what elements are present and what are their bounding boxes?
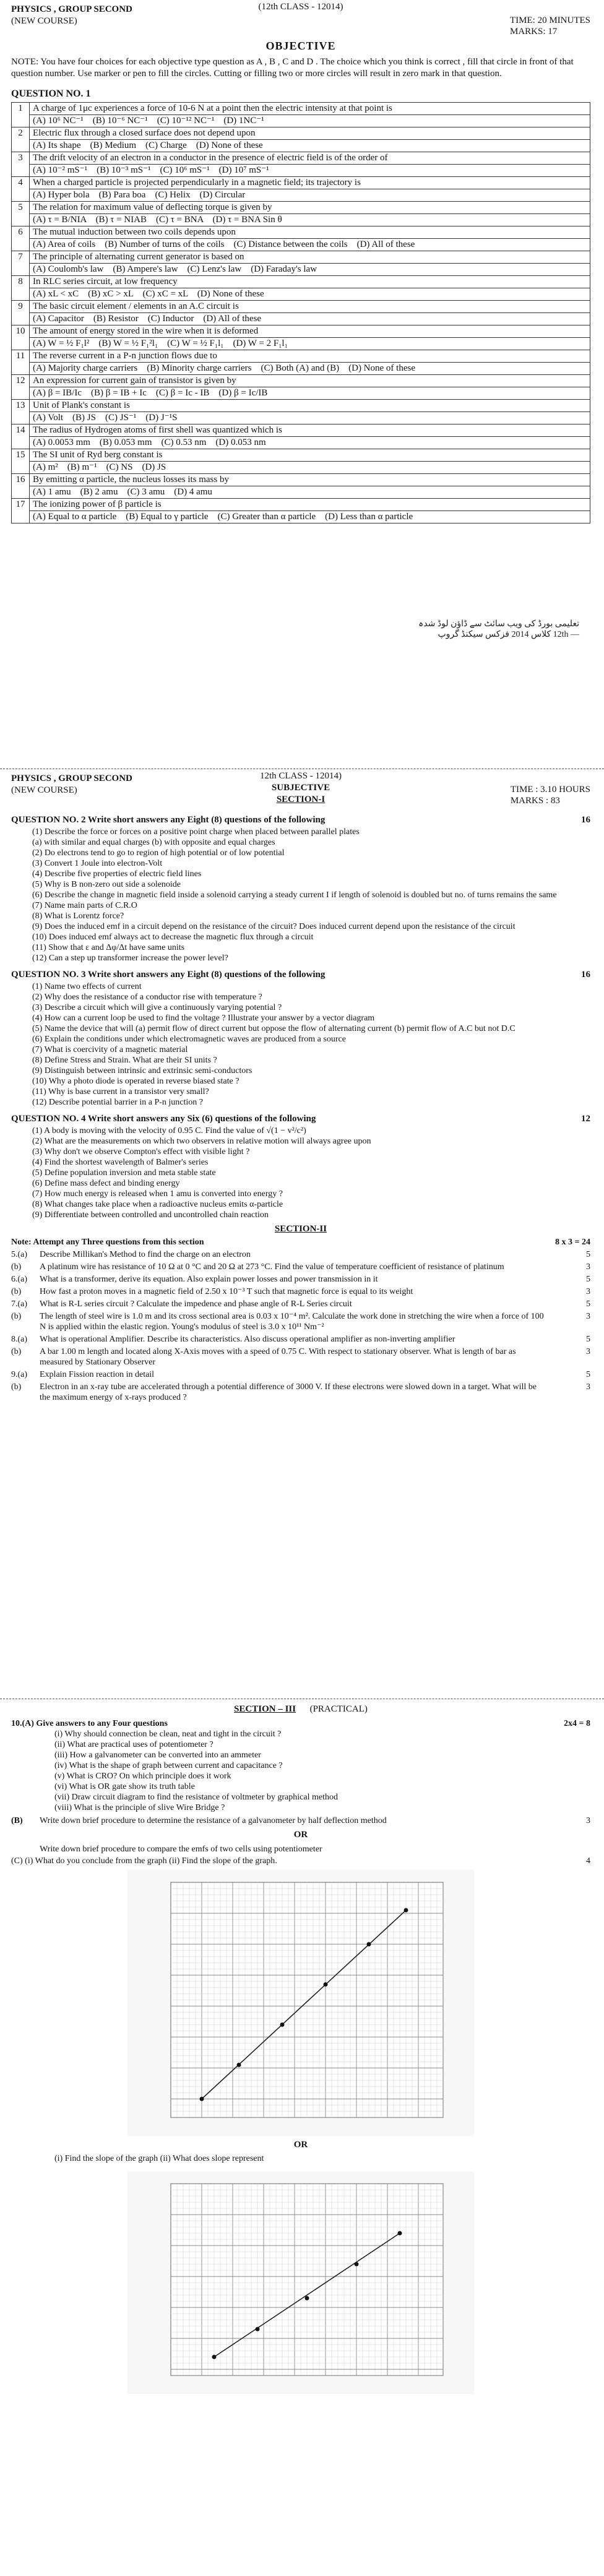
short-question-item: (ii) What are practical uses of potentiometer ? (54, 1740, 214, 1749)
long-question-marks: 3 (586, 1347, 590, 1356)
data-point (305, 2296, 309, 2301)
part-b-row (11, 1816, 590, 1826)
data-point (212, 2355, 217, 2359)
mcq-options: (A) m² (B) m⁻¹ (C) NS (D) JS (30, 462, 590, 474)
long-question-row (11, 1311, 590, 1332)
mcq-options: (A) Volt (B) JS (C) JS⁻¹ (D) J⁻¹S (30, 412, 590, 424)
short-question-item: (iv) What is the shape of graph between current and capacitance ? (54, 1761, 283, 1770)
graph-1 (127, 1870, 474, 2136)
data-point (256, 2327, 260, 2332)
long-question-marks: 3 (586, 1262, 590, 1272)
mcq-question: Unit of Plank's constant is (30, 400, 590, 412)
mcq-question-row (12, 474, 590, 486)
short-question-item: (6) Describe the change in magnetic field inside a solenoid carrying a steady current I if length of solenoid is doubled but no. of turns remains the same (32, 890, 557, 900)
part-c-row (11, 1856, 590, 1866)
short-question-item: (3) Convert 1 Joule into electron-Volt (32, 859, 163, 868)
subjective-page (0, 769, 604, 1684)
long-question-row (11, 1262, 590, 1272)
mcq-options-row (12, 115, 590, 127)
long-question-row (11, 1299, 590, 1309)
short-question-item: (vii) Draw circuit diagram to find the resistance of voltmeter by graphical method (54, 1793, 338, 1802)
section-2-marks: 8 x 3 = 24 (555, 1238, 590, 1247)
mcq-number: 8 (12, 276, 30, 301)
question-4-list (11, 1126, 590, 1220)
long-question-marks: 5 (586, 1275, 590, 1284)
mcq-question: The amount of energy stored in the wire when it is deformed (30, 325, 590, 338)
mcq-number: 14 (12, 424, 30, 449)
section-1-title: SECTION-I (276, 795, 326, 804)
mcq-question: The reverse current in a P-n junction flows due to (30, 350, 590, 363)
short-question-item: (1) Describe the force or forces on a positive point charge when placed between parallel plates (32, 827, 360, 837)
mcq-question: A charge of 1μc experiences a force of 10-6 N at a point then the electric intensity at that point is (30, 103, 590, 115)
data-point (280, 2023, 285, 2027)
mcq-question: The drift velocity of an electron in a conductor in the presence of electric field is of the order of (30, 152, 590, 165)
mcq-options: (A) 10⁶ NC⁻¹ (B) 10⁻⁶ NC⁻¹ (C) 10⁻¹² NC⁻¹ (D) 1NC⁻¹ (30, 115, 590, 127)
objective-page (0, 0, 604, 758)
long-question-key: (b) (11, 1347, 22, 1356)
long-question-marks: 3 (586, 1382, 590, 1392)
question-4-marks: 12 (581, 1114, 590, 1124)
short-question-item: (v) What is CRO? On which principle does it work (54, 1772, 231, 1781)
short-question-item: (viii) What is the principle of slive Wire Bridge ? (54, 1803, 225, 1812)
short-question-item: (a) with similar and equal charges (b) with opposite and equal charges (32, 838, 275, 847)
short-question-item: (9) Does the induced emf in a circuit depend on the resistance of the circuit? Does induced current depend upon the resistance of the circuit (32, 922, 516, 931)
mcq-number: 16 (12, 474, 30, 499)
mcq-options-row (12, 412, 590, 424)
part-b-alt-row (11, 1844, 590, 1854)
part-c-marks: 4 (586, 1856, 590, 1866)
question-2-marks: 16 (581, 815, 590, 825)
practical-page (0, 1699, 604, 2576)
long-question-row (11, 1249, 590, 1260)
short-question-item: (9) Distinguish between intrinsic and extrinsic semi-conductors (32, 1066, 252, 1075)
long-question-key: 7.(a) (11, 1299, 28, 1309)
mcq-question-row (12, 375, 590, 387)
long-question-key: (b) (11, 1312, 22, 1321)
long-question-row (11, 1334, 590, 1345)
long-question-marks: 5 (586, 1250, 590, 1259)
question-10-list (11, 1729, 590, 1813)
mcq-options: (A) Equal to α particle (B) Equal to γ particle (C) Greater than α particle (D) Less than α particle (30, 511, 590, 523)
long-question-row (11, 1346, 590, 1368)
long-question-text: What is operational Amplifier. Describe its characteristics. Also discuss operational amplifier as non-inverting amplifier (40, 1335, 455, 1344)
mcq-question-row (12, 350, 590, 363)
mcq-question: An expression for current gain of transistor is given by (30, 375, 590, 387)
mcq-number: 12 (12, 375, 30, 400)
time-label: TIME: 20 MINUTES (510, 15, 590, 25)
question-2-heading (11, 815, 590, 825)
mcq-number: 4 (12, 177, 30, 202)
question-1-label: QUESTION NO. 1 (11, 88, 91, 99)
mcq-question-row (12, 177, 590, 189)
objective-title: OBJECTIVE (265, 40, 336, 52)
or-label-2: OR (293, 2140, 308, 2150)
mcq-number: 13 (12, 400, 30, 424)
mcq-number: 10 (12, 325, 30, 350)
mcq-number: 6 (12, 226, 30, 251)
mcq-question-row (12, 152, 590, 165)
long-question-row (11, 1286, 590, 1297)
mcq-question-row (12, 127, 590, 140)
mcq-options-row (12, 264, 590, 276)
long-question-row (11, 1274, 590, 1285)
short-question-item: (2) Do electrons tend to go to region of high potential or of low potential (32, 848, 285, 858)
mcq-question-row (12, 276, 590, 288)
short-question-item: (6) Explain the conditions under which electromagnetic waves are produced from a source (32, 1035, 346, 1044)
mcq-options: (A) Capacitor (B) Resistor (C) Inductor (D) All of these (30, 313, 590, 325)
mcq-options-row (12, 486, 590, 499)
data-point (200, 2097, 204, 2101)
long-question-key: (b) (11, 1382, 22, 1392)
short-question-item: (1) Name two effects of current (32, 982, 142, 991)
part-c-text: (C) (i) What do you conclude from the graph (ii) Find the slope of the graph. (11, 1856, 277, 1866)
long-question-row (11, 1382, 590, 1403)
mcq-options: (A) Coulomb's law (B) Ampere's law (C) Lenz's law (D) Faraday's law (30, 264, 590, 276)
long-question-text: A platinum wire has resistance of 10 Ω at 0 °C and 20 Ω at 273 °C. Find the value of temperature coefficient of resistance of platinum (40, 1262, 504, 1272)
subjective-title: SUBJECTIVE (271, 783, 330, 793)
long-question-text: What is R-L series circuit ? Calculate the impedence and phase angle of R-L Series circuit (40, 1299, 352, 1309)
mcq-question: The ionizing power of β particle is (30, 499, 590, 511)
mcq-question-row (12, 499, 590, 511)
mcq-number: 2 (12, 127, 30, 152)
mcq-options: (A) W = ½ F₁l² (B) W = ½ F₁²l₁ (C) W = ½ F₁l₁ (D) W = 2 F₁l₁ (30, 338, 590, 350)
long-question-text: Describe Millikan's Method to find the charge on an electron (40, 1250, 251, 1259)
data-point (355, 2262, 359, 2267)
mcq-options: (A) 10⁻² mS⁻¹ (B) 10⁻³ mS⁻¹ (C) 10⁶ mS⁻¹ (D) 10⁷ mS⁻¹ (30, 165, 590, 177)
mcq-question: When a charged particle is projected perpendicularly in a magnetic field; its trajectory is (30, 177, 590, 189)
graph-1-svg (127, 1870, 474, 2136)
short-question-item: (3) Why don't we observe Compton's effect with visible light ? (32, 1147, 250, 1157)
short-question-item: (9) Differentiate between controlled and uncontrolled chain reaction (32, 1210, 269, 1220)
mcq-options-row (12, 140, 590, 152)
mcq-question-row (12, 226, 590, 239)
short-question-item: (11) Why is base current in a transistor very small? (32, 1087, 209, 1096)
mcq-options-row (12, 363, 590, 375)
long-question-text: Electron in an x-ray tube are accelerated through a potential difference of 3000 V. If these electrons were slowed down in a target. What will be the maximum energy of x-rays produced ? (40, 1382, 537, 1402)
short-question-item: (7) What is coercivity of a magnetic material (32, 1045, 188, 1054)
marks-label: MARKS : 83 (510, 796, 560, 806)
long-question-marks: 5 (586, 1335, 590, 1344)
short-question-item: (5) Why is B non-zero out side a solenoide (32, 880, 181, 889)
mcq-question-row (12, 103, 590, 115)
mcq-question-row (12, 202, 590, 214)
short-question-item: (3) Describe a circuit which will give a continuously varying potential ? (32, 1003, 282, 1012)
question-2-label: QUESTION NO. 2 Write short answers any Eight (8) questions of the following (11, 815, 326, 825)
long-question-marks: 5 (586, 1370, 590, 1379)
mcq-question: The mutual induction between two coils depends upon (30, 226, 590, 239)
section-2-note-text: Note: Attempt any Three questions from this section (11, 1238, 204, 1247)
short-question-item: (12) Can a step up transformer increase the power level? (32, 954, 228, 963)
mcq-question-row (12, 301, 590, 313)
course-label: (NEW COURSE) (11, 785, 77, 795)
short-question-item: (vi) What is OR gate show its truth table (54, 1782, 195, 1791)
question-2-list (11, 827, 590, 963)
question-4-label: QUESTION NO. 4 Write short answers any Six (6) questions of the following (11, 1114, 316, 1124)
graph-2 (127, 2171, 474, 2394)
urdu-stamp: تعلیمی بورڈ کی ویب سائٹ سے ڈاؤن لوڈ شدہ — 12th کلاس 2014 فزکس سیکنڈ گروپ (418, 619, 579, 639)
mcq-question: The SI unit of Ryd berg constant is (30, 449, 590, 462)
part-b-marks: 3 (586, 1816, 590, 1825)
class-label: (12th CLASS - 12014) (258, 2, 343, 12)
mcq-number: 9 (12, 301, 30, 325)
graph-2-caption: (i) Find the slope of the graph (ii) What does slope represent (54, 2154, 264, 2163)
short-question-item: (5) Name the device that will (a) permit flow of direct current but oppose the flow of alternating current (b) permit flow of A.C but not D.C (32, 1024, 516, 1033)
mcq-number: 17 (12, 499, 30, 523)
part-b-alt-text: Write down brief procedure to compare the emfs of two cells using potentiometer (40, 1845, 322, 1854)
mcq-options-row (12, 437, 590, 449)
mcq-options-row (12, 338, 590, 350)
data-point (237, 2063, 241, 2067)
mcq-options: (A) 0.0053 mm (B) 0.053 mm (C) 0.53 nm (D) 0.053 nm (30, 437, 590, 449)
short-question-item: (12) Describe potential barrier in a P-n junction ? (32, 1098, 204, 1107)
mcq-question: Electric flux through a closed surface does not depend upon (30, 127, 590, 140)
short-question-item: (8) Define Stress and Strain. What are their SI units ? (32, 1056, 217, 1065)
question-3-heading (11, 970, 590, 980)
long-question-key: (b) (11, 1262, 22, 1272)
question-3-label: QUESTION NO. 3 Write short answers any Eight (8) questions of the following (11, 970, 326, 980)
section-2-list (11, 1249, 590, 1403)
objective-header (11, 0, 590, 40)
short-question-item: (2) What are the measurements on which two observers in relative motion will always agree upon (32, 1137, 371, 1146)
short-question-item: (8) What changes take place when a radioactive nucleus emits α-particle (32, 1200, 283, 1209)
mcq-options-row (12, 214, 590, 226)
section-3-title: SECTION – III (234, 1704, 296, 1714)
mcq-number: 7 (12, 251, 30, 276)
short-question-item: (10) Does induced emf always act to decrease the magnetic flux through a circuit (32, 933, 314, 942)
subject-title: PHYSICS , GROUP SECOND (11, 773, 132, 783)
graph-2-svg (127, 2171, 474, 2394)
long-question-key: 6.(a) (11, 1275, 28, 1284)
long-question-marks: 5 (586, 1299, 590, 1309)
mcq-options: (A) Area of coils (B) Number of turns of the coils (C) Distance between the coils (D) All of these (30, 239, 590, 251)
long-question-row (11, 1369, 590, 1380)
question-3-list (11, 981, 590, 1108)
mcq-number: 15 (12, 449, 30, 474)
practical-label: (PRACTICAL) (309, 1704, 368, 1714)
long-question-text: A bar 1.00 m length and located along X-Axis moves with a speed of 0.75 C. With respect to stationary observer. What is length of bar as measured by Stationary Observer (40, 1347, 516, 1367)
long-question-text: The length of steel wire is 1.0 m and its cross sectional area is 0.03 x 10⁻⁴ m². Calculate the work done in stretching the wire when a force of 100 N is applied within the elastic region. Young's modulus of steel is 3.0 x 10¹¹ Nm⁻² (40, 1312, 544, 1332)
data-point (404, 1908, 408, 1913)
short-question-item: (11) Show that ε and Δφ/Δt have same units (32, 943, 185, 952)
mcq-options-row (12, 462, 590, 474)
mcq-options: (A) Majority charge carriers (B) Minority charge carriers (C) Both (A) and (B) (D) None of these (30, 363, 590, 375)
short-question-item: (2) Why does the resistance of a conductor rise with temperature ? (32, 993, 262, 1002)
short-question-item: (7) How much energy is released when 1 amu is converted into energy ? (32, 1189, 283, 1199)
subject-title: PHYSICS , GROUP SECOND (11, 4, 132, 14)
mcq-question-row (12, 449, 590, 462)
short-question-item: (4) How can a current loop be used to find the voltage ? Illustrate your answer by a vector diagram (32, 1014, 375, 1023)
mcq-options-row (12, 511, 590, 523)
mcq-options-row (12, 387, 590, 400)
mcq-number: 5 (12, 202, 30, 226)
mcq-options-row (12, 313, 590, 325)
mcq-table (11, 102, 590, 523)
section-2-note (11, 1237, 590, 1247)
long-question-text: What is a transformer, derive its equation. Also explain power losses and power transmission in it (40, 1275, 378, 1284)
mcq-question: The principle of alternating current generator is based on (30, 251, 590, 264)
mcq-options: (A) Hyper bola (B) Para boa (C) Helix (D) Circular (30, 189, 590, 202)
marks-label: MARKS: 17 (510, 27, 558, 37)
short-question-item: (iii) How a galvanometer can be converted into an ammeter (54, 1751, 261, 1760)
question-10-marks: 2x4 = 8 (564, 1719, 590, 1728)
question-10-heading (11, 1718, 590, 1729)
short-question-item: (7) Name main parts of C.R.O (32, 901, 137, 910)
long-question-marks: 3 (586, 1312, 590, 1321)
mcq-question-row (12, 424, 590, 437)
mcq-question: The relation for maximum value of deflecting torque is given by (30, 202, 590, 214)
long-question-key: (b) (11, 1287, 22, 1296)
course-label: (NEW COURSE) (11, 16, 77, 26)
long-question-key: 8.(a) (11, 1335, 28, 1344)
short-question-item: (5) Define population inversion and meta stable state (32, 1168, 216, 1178)
objective-note: NOTE: You have four choices for each objective type question as A , B , C and D . The choice which you think is correct , fill that circle in front of that question number. Use marker or pen to fill the circles. Cutting or filling two or more circles will result in zero mark in that question. (11, 57, 574, 79)
section-2-title: SECTION-II (274, 1224, 327, 1234)
mcq-question: By emitting α particle, the nucleus losses its mass by (30, 474, 590, 486)
long-question-text: How fast a proton moves in a magnetic field of 2.50 x 10⁻³ T such that magnetic force is equal to its weight (40, 1287, 413, 1296)
mcq-number: 1 (12, 103, 30, 127)
data-point (324, 1983, 328, 1987)
subjective-header (11, 769, 590, 809)
mcq-options: (A) τ = B/NIA (B) τ = NIAB (C) τ = BNA (D) τ = BNA Sin θ (30, 214, 590, 226)
mcq-options: (A) xL < xC (B) xC > xL (C) xC = xL (D) None of these (30, 288, 590, 301)
mcq-question: The basic circuit element / elements in an A.C circuit is (30, 301, 590, 313)
short-question-item: (4) Describe five properties of electric field lines (32, 869, 202, 879)
mcq-options: (A) β = IB/Ic (B) β = IB + Ic (C) β = Ic - IB (D) β = Ic/IB (30, 387, 590, 400)
data-point (398, 2231, 402, 2236)
mcq-question-row (12, 325, 590, 338)
mcq-question-row (12, 251, 590, 264)
question-4-heading (11, 1114, 590, 1124)
long-question-key: 5.(a) (11, 1250, 28, 1259)
mcq-number: 3 (12, 152, 30, 177)
short-question-item: (i) Why should connection be clean, neat and tight in the circuit ? (54, 1730, 282, 1739)
part-b-key: (B) (11, 1816, 23, 1825)
mcq-options-row (12, 288, 590, 301)
question-3-marks: 16 (581, 970, 590, 980)
short-question-item: (4) Find the shortest wavelength of Balmer's series (32, 1158, 209, 1167)
mcq-question: The radius of Hydrogen atoms of first shell was quantized which is (30, 424, 590, 437)
section-3-heading (11, 1704, 590, 1715)
time-label: TIME : 3.10 HOURS (510, 785, 590, 795)
mcq-options: (A) 1 amu (B) 2 amu (C) 3 amu (D) 4 amu (30, 486, 590, 499)
mcq-options-row (12, 239, 590, 251)
mcq-question-row (12, 400, 590, 412)
mcq-question: In RLC series circuit, at low frequency (30, 276, 590, 288)
long-question-key: 9.(a) (11, 1370, 28, 1379)
long-question-marks: 3 (586, 1287, 590, 1296)
mcq-options-row (12, 189, 590, 202)
short-question-item: (10) Why a photo diode is operated in reverse biased state ? (32, 1077, 239, 1086)
short-question-item: (6) Define mass defect and binding energy (32, 1179, 180, 1188)
mcq-options-row (12, 165, 590, 177)
short-question-item: (1) A body is moving with the velocity of 0.95 C. Find the value of √(1 − v²/c²) (32, 1126, 306, 1135)
mcq-options: (A) Its shape (B) Medium (C) Charge (D) None of these (30, 140, 590, 152)
question-10-label: 10.(A) Give answers to any Four questions (11, 1719, 168, 1728)
data-point (367, 1942, 371, 1947)
short-question-item: (8) What is Lorentz force? (32, 911, 124, 921)
long-question-text: Explain Fission reaction in detail (40, 1370, 155, 1379)
or-label: OR (293, 1830, 308, 1840)
class-label: 12th CLASS - 12014) (259, 771, 342, 781)
part-b-text: Write down brief procedure to determine the resistance of a galvanometer by half deflection method (40, 1816, 387, 1825)
mcq-number: 11 (12, 350, 30, 375)
